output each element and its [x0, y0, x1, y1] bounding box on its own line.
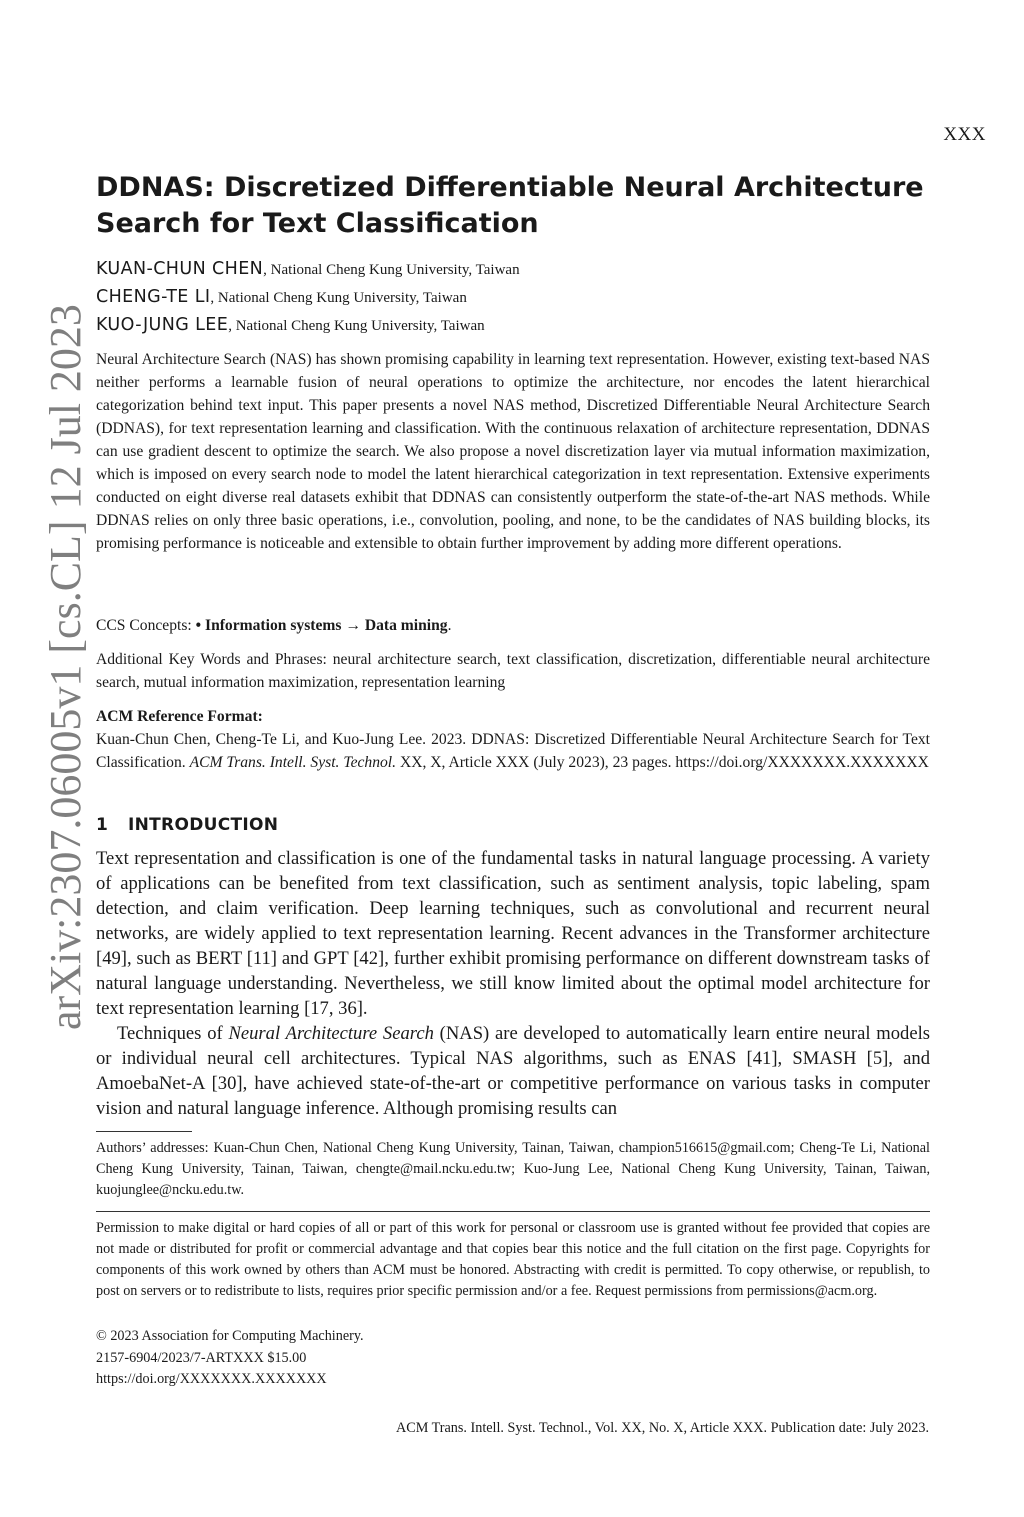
author-affiliation: , National Cheng Kung University, Taiwan — [210, 290, 467, 306]
author-addresses-footnote: Authors’ addresses: Kuan-Chun Chen, National Cheng Kung University, Tainan, Taiwan, champion516615@gmail.com; Cheng-Te Li, National Cheng Kung University, Tainan, Taiwan, chengte@mail.ncku.edu.tw; Kuo-Jung Lee, National Cheng Kung University, Tainan, Taiwan, kuojunglee@ncku.edu.tw. — [96, 1140, 930, 1198]
author-entry — [96, 256, 520, 284]
acm-reference-heading: ACM Reference Format: — [96, 708, 263, 725]
section-number: 1 — [96, 815, 109, 835]
author-entry — [96, 284, 520, 312]
permission-notice: Permission to make digital or hard copies of all or part of this work for personal or classroom use is granted without fee provided that copies are not made or distributed for profit or commercial advantage and that copies bear this notice and the full citation on the first page. Copyrights for components of this work owned by others than ACM must be honored. Abstracting with credit is permitted. To copy otherwise, or republish, to post on servers or to redistribute to lists, requires prior specific permission and/or a fee. Request permissions from permissions@acm.org. — [96, 1220, 930, 1299]
acm-reference-details: XX, X, Article XXX (July 2023), 23 pages. https://doi.org/XXXXXXX.XXXXXXX — [396, 754, 929, 771]
paragraph-text: Techniques of — [117, 1023, 229, 1044]
doi-line: https://doi.org/XXXXXXX.XXXXXXX — [96, 1371, 327, 1387]
abstract: Neural Architecture Search (NAS) has shown promising capability in learning text representation. However, existing text-based NAS neither performs a learnable fusion of neural operations to optimize the architecture, nor encodes the latent hierarchical categorization behind text input. This paper presents a novel NAS method, Discretized Differentiable Neural Architecture Search (DDNAS), for text representation learning and classification. With the continuous relaxation of architecture representation, DDNAS can use gradient descent to optimize the search. We also propose a novel discretization layer via mutual information maximization, which is imposed on every search node to model the latent hierarchical categorization in text representation. Extensive experiments conducted on eight diverse real datasets exhibit that DDNAS can consistently outperform the state-of-the-art NAS methods. While DDNAS relies on only three basic operations, i.e., convolution, pooling, and none, to be the candidates of NAS building blocks, its promising performance is noticeable and extensible to obtain further improvement by adding more different operations. — [96, 351, 930, 552]
ccs-concepts — [96, 614, 451, 637]
paper-title — [96, 170, 930, 242]
title-line-1: DDNAS: Discretized Differentiable Neural Architecture — [96, 172, 924, 203]
introduction-paragraph — [96, 1021, 930, 1121]
copyright-line: © 2023 Association for Computing Machinery. — [96, 1328, 364, 1344]
author-affiliation: , National Cheng Kung University, Taiwan — [263, 262, 520, 278]
section-title: INTRODUCTION — [128, 815, 279, 835]
acm-reference-format — [96, 705, 930, 774]
ccs-concept-terms: • Information systems → Data mining — [195, 617, 448, 634]
author-affiliation: , National Cheng Kung University, Taiwan — [228, 318, 485, 334]
author-name: KUO-JUNG LEE — [96, 315, 229, 335]
introduction-body — [96, 846, 930, 1121]
running-footer: ACM Trans. Intell. Syst. Technol., Vol. XX, No. X, Article XXX. Publication date: July 2023. — [395, 1420, 929, 1436]
paragraph-text: (NAS) are developed to automatically learn entire neural models or individual neural cell architectures. Typical NAS algorithms, such as ENAS [41], SMASH [5], and AmoebaNet-A [30], have achieved state-of-the-art or competitive performance on various tasks in computer vision and natural language inference. Although promising results can — [96, 1023, 930, 1119]
copyright-block — [96, 1326, 364, 1391]
ccs-label: CCS Concepts: — [96, 617, 196, 634]
introduction-paragraph: Text representation and classification is one of the fundamental tasks in natural language processing. A variety of applications can be benefited from text classification, such as sentiment analysis, topic labeling, spam detection, and claim verification. Deep learning techniques, such as convolutional and recurrent neural networks, are widely applied to text representation learning. Recent advances in the Transformer architecture [49], such as BERT [11] and GPT [42], further exhibit promising performance on different downstream tasks of natural language understanding. Nevertheless, we still know limited about the optimal model architecture for text representation learning [17, 36]. — [96, 848, 930, 1019]
author-name: CHENG-TE LI — [96, 287, 211, 307]
permission-divider — [96, 1211, 930, 1212]
acm-reference-journal: ACM Trans. Intell. Syst. Technol. — [189, 754, 397, 771]
acm-reference-text — [96, 728, 930, 774]
section-heading-introduction — [96, 815, 278, 835]
ccs-end: . — [447, 617, 452, 634]
author-list — [96, 256, 520, 340]
emphasized-term: Neural Architecture Search — [228, 1023, 434, 1044]
author-name: KUAN-CHUN CHEN — [96, 259, 264, 279]
author-entry — [96, 312, 520, 340]
keywords: Additional Key Words and Phrases: neural architecture search, text classification, discretization, differentiable neural architecture search, mutual information maximization, representation learning — [96, 651, 930, 691]
acm-reference-citation: Kuan-Chun Chen, Cheng-Te Li, and Kuo-Jung Lee. 2023. DDNAS: Discretized Differentiable Neural Architecture Search for Text Classification. — [96, 731, 930, 771]
arxiv-identifier-stamp: arXiv:2307.06005v1 [cs.CL] 12 Jul 2023 — [41, 304, 90, 1030]
footnote-divider — [96, 1131, 192, 1132]
issn-price-line: 2157-6904/2023/7-ARTXXX $15.00 — [96, 1349, 307, 1366]
page-number: XXX — [943, 124, 986, 145]
title-line-2: Search for Text Classification — [96, 208, 539, 239]
